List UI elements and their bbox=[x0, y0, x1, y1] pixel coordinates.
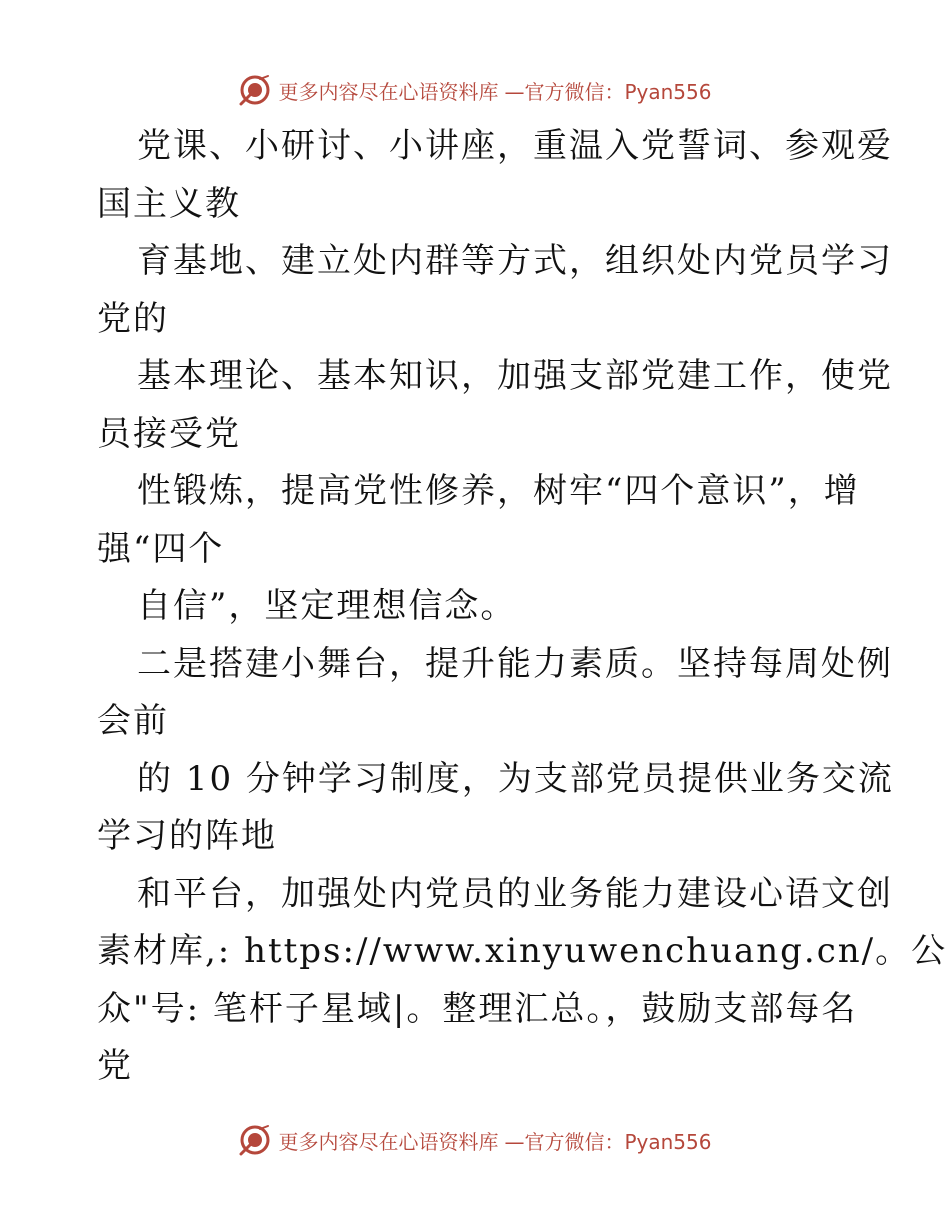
banner-main-text: 更多内容尽在心语资料库 bbox=[278, 1129, 499, 1154]
document-body bbox=[97, 118, 948, 1096]
text-line: 和平台，加强处内党员的业务能力建设心语文创 bbox=[137, 873, 893, 914]
text-line: 强“四个 bbox=[97, 528, 225, 569]
banner-contact-text: —官方微信：Pyan556 bbox=[504, 1129, 712, 1154]
pen-logo-icon bbox=[238, 73, 272, 107]
text-line: 自信”，坚定理想信念。 bbox=[137, 586, 517, 626]
banner-contact-text: —官方微信：Pyan556 bbox=[504, 79, 712, 104]
text-line: 党的 bbox=[97, 298, 169, 339]
text-line: 员接受党 bbox=[97, 413, 241, 454]
text-line: 党课、小研讨、小讲座，重温入党誓词、参观爱 bbox=[137, 126, 893, 166]
pen-logo-icon bbox=[238, 1123, 272, 1157]
text-line: 会前 bbox=[97, 701, 169, 741]
text-line: 众"号: 笔杆子星域|。整理汇总。，鼓励支部每名 bbox=[97, 988, 858, 1029]
header-banner bbox=[0, 70, 950, 110]
banner-main-text: 更多内容尽在心语资料库 bbox=[278, 79, 499, 104]
text-line: 性锻炼，提高党性修养，树牢“四个意识”，增 bbox=[137, 471, 860, 511]
text-line: 党 bbox=[97, 1046, 133, 1086]
text-line: 素材库,: https://www.xinyuwenchuang.cn/。公 bbox=[97, 931, 948, 971]
text-line: 基本理论、基本知识，加强支部党建工作，使党 bbox=[137, 356, 893, 396]
text-line: 育基地、建立处内群等方式，组织处内党员学习 bbox=[137, 241, 893, 281]
text-line: 的 10 分钟学习制度，为支部党员提供业务交流 bbox=[137, 758, 894, 799]
footer-banner bbox=[0, 1120, 950, 1160]
text-line: 二是搭建小舞台，提升能力素质。坚持每周处例 bbox=[137, 643, 893, 684]
text-line: 国主义教 bbox=[97, 183, 241, 224]
text-line: 学习的阵地 bbox=[97, 816, 277, 856]
